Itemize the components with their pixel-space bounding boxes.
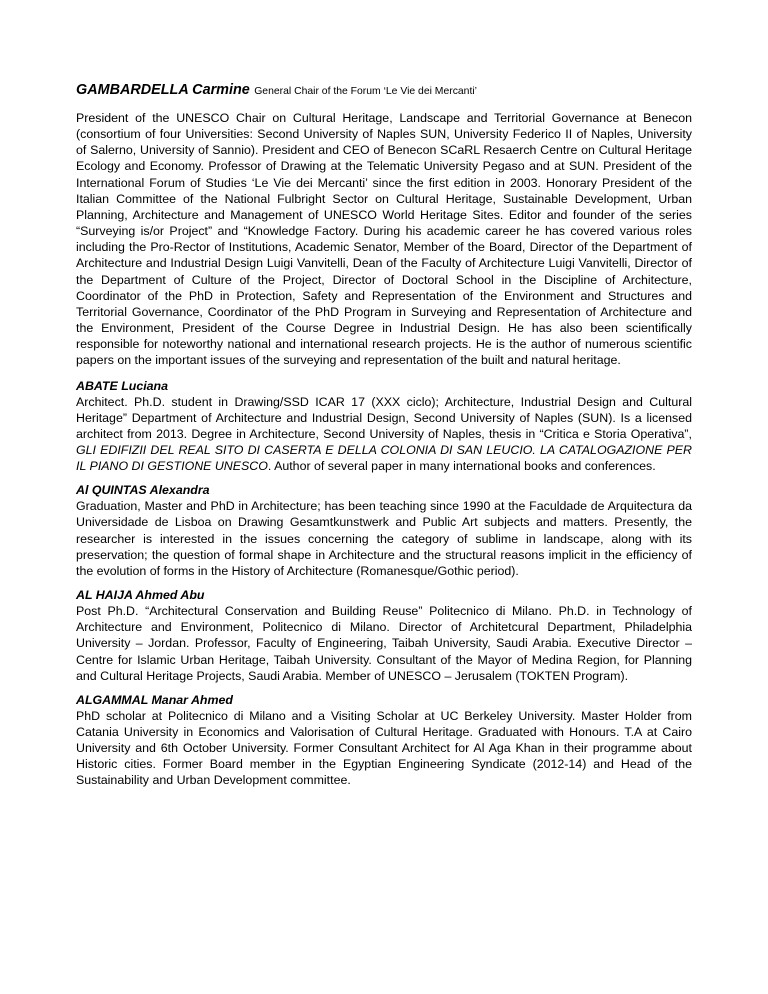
entry-bio: PhD scholar at Politecnico di Milano and a Visiting Scholar at UC Berkeley University. Master Holder from Catania University in Economics and Valorisation of Cultural Heritage. Graduated with Honours. T.A at Cairo University and 6th October University. Former Consultant Architect for Al Aga Khan in their programme about Historic cities. Former Board member in the Egyptian Engineering Syndicate (2012-14) and Head of the Sustainability and Urban Development committee. bbox=[76, 708, 692, 788]
entry-name: ALGAMMAL Manar Ahmed bbox=[76, 692, 233, 707]
entry-name: AL HAIJA Ahmed Abu bbox=[76, 588, 205, 603]
lead-bio: President of the UNESCO Chair on Cultural Heritage, Landscape and Territorial Governance at Benecon (consortium of four Universities: Second University of Naples SUN, University Federico II of Naples, University of Salerno, University of Sannio). President and CEO of Benecon SCaRL Resaerch Centre on Cultural Heritage Ecology and Economy. Professor of Drawing at the Telematic University Pegaso and at SUN. President of the International Forum of Studies ‘Le Vie dei Mercanti’ since the first edition in 2003. Honorary President of the Italian Committee of the National Fulbright Sector on Cultural Heritage, Sustainable Development, Urban Planning, Architecture and Management of UNESCO World Heritage Sites. Editor and founder of the series “Surveying is/or Project” and “Knowledge Factory. During his academic career he has covered various roles including the Pro-Rector of Institutions, Academic Senator, Member of the Board, Director of the Department of Architecture and Industrial Design Luigi Vanvitelli, Dean of the Faculty of Architecture Luigi Vanvitelli, Director of the Department of Culture of the Project, Director of Doctoral School in the Discipline of Architecture, Coordinator of the PhD in Protection, Safety and Representation of the Environment and Structures and Territorial Governance, Coordinator of the PhD Program in Surveying and Representation of Architecture and the Environment, President of the Course Degree in Industrial Design. He has also been scientifically responsible for noteworthy national and international research projects. He is the author of numerous scientific papers on the important issues of the surveying and representation of the built and natural heritage. bbox=[76, 111, 692, 368]
entry-quintas bbox=[76, 482, 692, 579]
entry-name: Al QUINTAS Alexandra bbox=[76, 483, 210, 498]
entry-abate bbox=[76, 378, 692, 475]
entry-bio: Graduation, Master and PhD in Architecture; has been teaching since 1990 at the Faculdade de Arquitectura da Universidade de Lisboa on Drawing Gesamtkunstwerk and Public Art subjects and matters. Presently, the researcher is interested in the issues concerning the category of sublime in landscape, along with its preservation; the question of formal shape in Architecture and the structural reasons implicit in the efficiency of the evolution of forms in the History of Architecture (Romanesque/Gothic period). bbox=[76, 499, 692, 578]
entry-bio: Post Ph.D. “Architectural Conservation and Building Reuse” Politecnico di Milano. Ph.D. in Technology of Architecture and Environment, Politecnico di Milano. Director of Architetcural Department, Philadelphia University – Jordan. Professor, Faculty of Engineering, Taibah University, Saudi Arabia. Executive Director – Centre for Islamic Urban Heritage, Taibah University. Consultant of the Mayor of Medina Region, for Planning and Cultural Heritage Projects, Saudi Arabia. Member of UNESCO – Jerusalem (TOKTEN Program). bbox=[76, 604, 692, 683]
entry-bio bbox=[76, 394, 692, 475]
entry-bio-thesis-title: GLI EDIFIZII DEL REAL SITO DI CASERTA E DELLA COLONIA DI SAN LEUCIO. LA CATALOGAZIONE PER IL PIANO DI GESTIONE UNESCO bbox=[76, 442, 692, 474]
document-page bbox=[76, 81, 692, 797]
entry-name: ABATE Luciana bbox=[76, 378, 169, 393]
lead-name: GAMBARDELLA Carmine bbox=[76, 82, 250, 98]
entry-bio-part: . Author of several paper in many international books and conferences. bbox=[267, 459, 656, 474]
entry-algammal bbox=[76, 692, 692, 789]
lead-entry bbox=[76, 81, 692, 369]
entry-al-haija bbox=[76, 587, 692, 684]
entry-bio-part: Architect. Ph.D. student in Drawing/SSD ICAR 17 (XXX ciclo); Architecture, Industrial Design and Cultural Heritage” Department of Architecture and Industrial Design, Second University of Naples (SUN). Is a licensed architect from 2013. Degree in Architecture, Second University of Naples, thesis in “Critica e Storia Operativa”, bbox=[76, 394, 692, 441]
lead-heading bbox=[76, 81, 692, 101]
lead-role: General Chair of the Forum ‘Le Vie dei Mercanti’ bbox=[254, 86, 477, 97]
